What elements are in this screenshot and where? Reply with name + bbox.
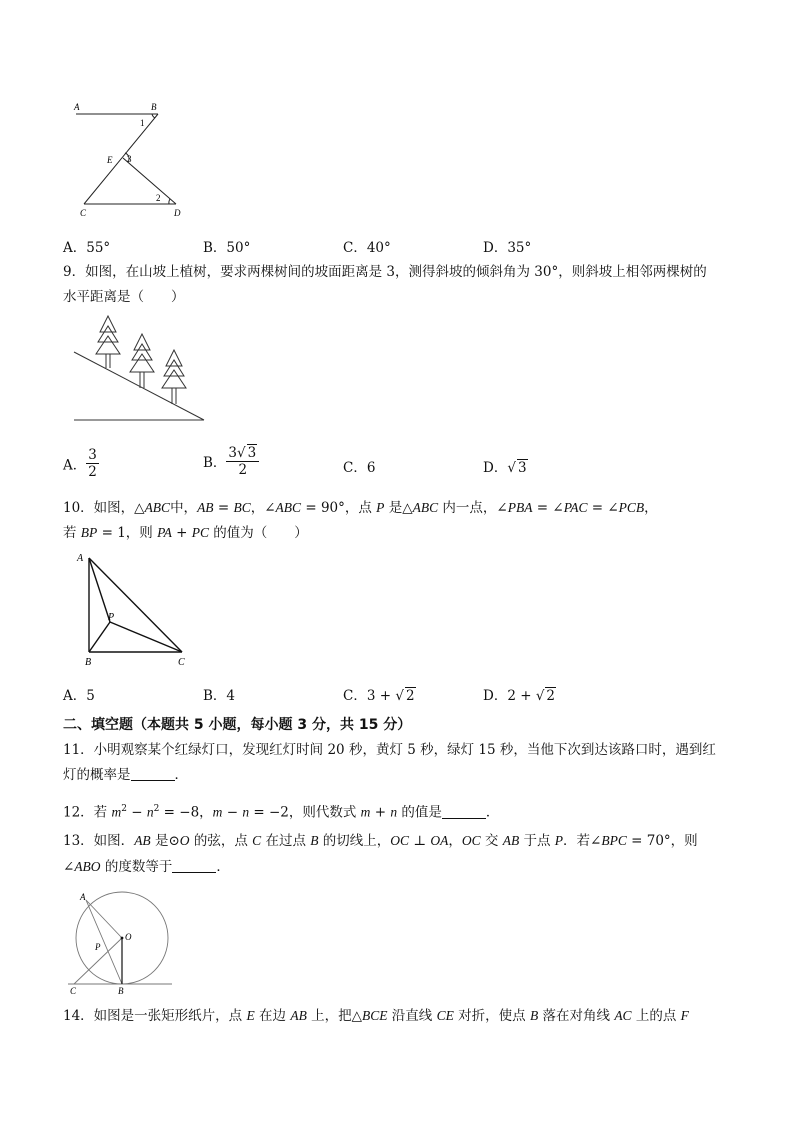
q12-answer-blank[interactable] [442, 804, 486, 819]
label-b: B [151, 102, 157, 112]
q9-stem-line2: 水平距离是（ ） [63, 289, 185, 305]
section-heading: 二、填空题（本题共 5 小题，每小题 3 分，共 15 分） [63, 717, 412, 733]
tree-icon [96, 316, 120, 368]
q11-stem-line1: 11．小明观察某个红绿灯口，发现红灯时间 20 秒，黄灯 5 秒，绿灯 15 秒，当他下次到达该路口时，遇到红 [63, 742, 716, 758]
label-p: P [108, 612, 115, 623]
label-o: O [125, 932, 132, 942]
q10-option-d[interactable]: D．2 + √ 2 [483, 688, 556, 704]
q9-option-d-radicand: 3 [517, 460, 527, 476]
q10-stem-line2: 若 BP = 1，则 PA + PC 的值为（ ） [63, 525, 308, 541]
q8-option-a[interactable]: A．55° [63, 240, 111, 256]
label-a: A [77, 553, 84, 564]
q10-option-c[interactable]: C．3 + √ 2 [343, 688, 415, 704]
tree-icon [130, 334, 154, 388]
side-ac [89, 558, 182, 652]
label-p: P [95, 942, 101, 952]
angle-2-arc [169, 199, 170, 204]
label-a: A [80, 892, 86, 902]
label-d: D [174, 208, 181, 218]
q13-stem-line1: 13．如图．AB 是⊙O 的弦，点 C 在过点 B 的切线上，OC ⊥ OA，OC 交 AB 于点 P．若∠BPC = 70°，则 [63, 833, 698, 849]
q9-option-b-fraction: $\frac{3√ 3}{2}$ [226, 444, 259, 478]
q10-option-b[interactable]: B．4 [203, 688, 236, 704]
q9-option-d[interactable]: D．√ 3 [483, 460, 527, 476]
seg-pc [110, 622, 182, 652]
q10-option-a[interactable]: A．5 [63, 688, 95, 704]
tree-icon [162, 350, 186, 404]
q9-option-a-fraction: $\frac{3}{2}$ [88, 447, 97, 480]
q10-figure [74, 550, 198, 670]
q9-option-b[interactable] [203, 444, 259, 478]
q9-stem-line1: 9．如图，在山坡上植树，要求两棵树间的坡面距离是 3，测得斜坡的倾斜角为 30°，则斜坡上相邻两棵树的 [63, 264, 707, 280]
label-e: E [107, 155, 113, 165]
angle-1-arc [152, 114, 155, 118]
q13-answer-blank[interactable] [172, 858, 216, 873]
q9-option-c[interactable]: C．6 [343, 460, 376, 476]
seg-pa [89, 558, 110, 622]
q12-stem: 12．若 $m^2 - n^2 = -8$，m − n = −2，则代数式 m + n 的值是 ． [63, 804, 500, 821]
label-c: C [70, 986, 77, 996]
label-c: C [178, 657, 185, 668]
q9-option-d-label: D． [483, 460, 508, 476]
label-a: A [74, 102, 80, 112]
q10-stem-line1: 10．如图，△ABC中，AB = BC，∠ABC = 90°，点 P 是△ABC 内一点，∠PBA = ∠PAC = ∠PCB， [63, 500, 658, 516]
q13-figure [66, 886, 176, 998]
q9-option-b-label: B． [203, 455, 227, 471]
seg-oa [86, 900, 122, 938]
line-bc [84, 114, 158, 204]
chord-ab [86, 900, 122, 984]
label-2: 2 [156, 193, 161, 203]
q14-stem-line1: 14．如图是一张矩形纸片，点 E 在边 AB 上，把△BCE 沿直线 CE 对折，使点 B 落在对角线 AC 上的点 F [63, 1008, 689, 1024]
label-b: B [85, 657, 92, 668]
center-dot [121, 937, 124, 940]
q11-stem-line2: 灯的概率是 ． [63, 767, 188, 783]
q9-option-a-label: A． [63, 457, 87, 474]
seg-pb [89, 622, 110, 652]
label-c: C [80, 208, 87, 218]
label-1: 1 [140, 118, 145, 128]
q9-option-a[interactable] [63, 447, 99, 480]
q8-option-d[interactable]: D．35° [483, 240, 532, 256]
line-ed [123, 158, 176, 204]
q8-figure [70, 98, 200, 220]
q13-stem-line2: ∠ABO 的度数等于 ． [63, 859, 230, 875]
q9-figure [70, 312, 210, 424]
q8-option-c[interactable]: C．40° [343, 240, 391, 256]
q11-answer-blank[interactable] [131, 766, 175, 781]
label-3: 3 [127, 154, 132, 164]
label-b: B [118, 986, 124, 996]
q8-option-b[interactable]: B．50° [203, 240, 251, 256]
